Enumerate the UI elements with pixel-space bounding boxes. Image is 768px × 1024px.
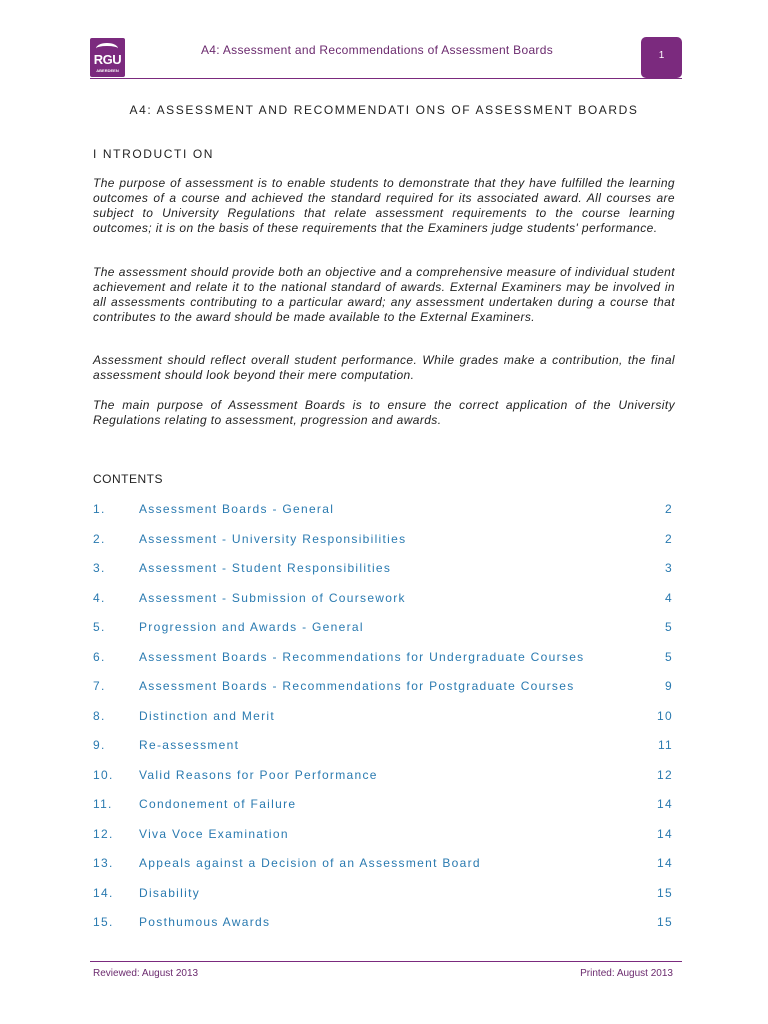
toc-number: 9.	[93, 738, 106, 752]
reviewed-date: Reviewed: August 2013	[93, 968, 199, 979]
toc-title: Posthumous Awards	[139, 915, 271, 929]
toc-number: 7.	[93, 679, 106, 693]
toc-title: Appeals against a Decision of an Assessment Board	[139, 856, 481, 870]
contents-heading: CONTENTS	[93, 472, 163, 486]
toc-number: 4.	[93, 590, 106, 605]
toc-title: Viva Voce Examination	[139, 826, 289, 841]
toc-page: 14	[657, 797, 673, 811]
toc-number: 12.	[93, 826, 114, 841]
toc-entry[interactable]	[93, 561, 673, 577]
toc-title: Assessment - Student Responsibilities	[139, 561, 392, 575]
introduction-heading: I NTRODUCTI ON	[93, 147, 215, 161]
toc-title: Valid Reasons for Poor Performance	[139, 767, 378, 782]
toc-number: 11.	[93, 797, 113, 811]
toc-page: 12	[657, 767, 673, 782]
toc-page: 11	[657, 738, 673, 752]
logo-subtext: ABERDEEN	[96, 68, 119, 73]
toc-entry[interactable]	[93, 679, 673, 695]
toc-entry[interactable]	[93, 709, 673, 725]
logo-text: RGU	[93, 52, 122, 67]
paragraph: The purpose of assessment is to enable students to demonstrate that they have fulfilled the learning outcomes of a course and achieved the standard required for its associated award. All courses are subject to University Regulations that relate assessment requirements to the course learning outcomes; it is on the basis of these requirements that the Examiners judge students' performance.	[93, 176, 675, 235]
toc-number: 6.	[93, 649, 106, 664]
toc-title: Distinction and Merit	[139, 708, 276, 723]
toc-page: 4	[665, 590, 673, 605]
toc-page: 15	[657, 885, 673, 900]
page-number: 1	[641, 37, 682, 78]
toc-entry[interactable]	[93, 797, 673, 813]
toc-page: 14	[657, 826, 673, 841]
toc-number: 10.	[93, 767, 114, 782]
toc-entry[interactable]	[93, 591, 673, 607]
toc-page: 10	[657, 708, 673, 723]
toc-page: 15	[657, 915, 673, 929]
toc-page: 2	[665, 502, 673, 516]
toc-entry[interactable]	[93, 886, 673, 902]
toc-number: 13.	[93, 856, 114, 870]
toc-number: 2.	[93, 531, 106, 546]
toc-title: Disability	[139, 885, 201, 900]
toc-entry[interactable]	[93, 768, 673, 784]
toc-number: 3.	[93, 561, 106, 575]
toc-title: Condonement of Failure	[139, 797, 297, 811]
toc-title: Assessment Boards - Recommendations for Undergraduate Courses	[139, 649, 585, 664]
toc-title: Progression and Awards - General	[139, 620, 364, 634]
toc-page: 3	[665, 561, 673, 575]
toc-entry[interactable]	[93, 502, 673, 518]
toc-entry[interactable]	[93, 620, 673, 636]
toc-page: 2	[665, 531, 673, 546]
toc-page: 9	[665, 679, 673, 693]
toc-title: Assessment Boards - Recommendations for Postgraduate Courses	[139, 679, 575, 693]
toc-title: Re-assessment	[139, 738, 240, 752]
toc-number: 14.	[93, 885, 114, 900]
paragraph: The assessment should provide both an objective and a comprehensive measure of individual student achievement and relate it to the national standard of awards. External Examiners may be involved in all assessments contributing to a particular award; any assessment undertaken during a course that contributes to the award should be made available to the External Examiners.	[93, 265, 675, 324]
toc-page: 14	[657, 856, 673, 870]
toc-page: 5	[665, 649, 673, 664]
printed-date: Printed: August 2013	[580, 968, 673, 979]
toc-number: 15.	[93, 915, 114, 929]
paragraph: The main purpose of Assessment Boards is to ensure the correct application of the University Regulations relating to assessment, progression and awards.	[93, 398, 675, 427]
footer-divider	[90, 961, 682, 962]
toc-entry[interactable]	[93, 738, 673, 754]
toc-entry[interactable]	[93, 915, 673, 931]
toc-entry[interactable]	[93, 856, 673, 872]
toc-title: Assessment - University Responsibilities	[139, 531, 407, 546]
rgu-logo	[90, 38, 125, 77]
document-title: A4: ASSESSMENT AND RECOMMENDATI ONS OF ASSESSMENT BOARDS	[129, 103, 639, 117]
header-title: A4: Assessment and Recommendations of Assessment Boards	[201, 43, 554, 57]
toc-title: Assessment Boards - General	[139, 502, 335, 516]
toc-page: 5	[665, 620, 673, 634]
toc-entry[interactable]	[93, 650, 673, 666]
toc-number: 8.	[93, 708, 106, 723]
toc-number: 5.	[93, 620, 106, 634]
toc-number: 1.	[93, 502, 106, 516]
toc-title: Assessment - Submission of Coursework	[139, 590, 406, 605]
toc-entry[interactable]	[93, 827, 673, 843]
paragraph: Assessment should reflect overall student performance. While grades make a contribution, the final assessment should look beyond their mere computation.	[93, 353, 675, 382]
toc-entry[interactable]	[93, 532, 673, 548]
header-divider	[90, 78, 682, 79]
